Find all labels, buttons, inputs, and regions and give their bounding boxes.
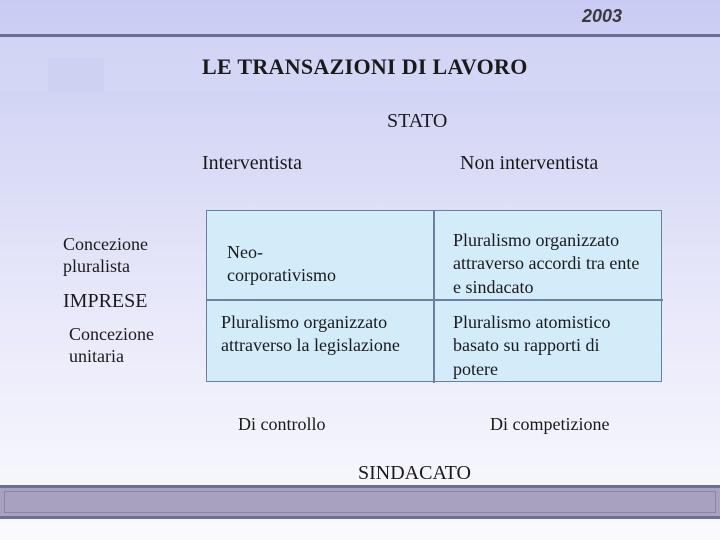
year-label: 2003	[581, 6, 622, 26]
stato-label: STATO	[387, 110, 448, 132]
imprese-unitaria-label: Concezione unitaria	[69, 324, 154, 366]
matrix-cell-text: Pluralismo organizzato attraverso accordi tra ente e sindacato	[453, 230, 640, 297]
bottom-bar	[0, 485, 720, 519]
matrix-cell-text: Pluralismo organizzato attraverso la legislazione	[221, 312, 400, 356]
bottom-bar-inner	[4, 491, 716, 513]
matrix-table	[206, 210, 662, 382]
matrix-cell-top-right	[435, 211, 663, 301]
stato-interventista-label: Interventista	[202, 152, 302, 174]
imprese-pluralista-label: Concezione pluralista	[63, 234, 148, 276]
stato-non-interventista-label: Non interventista	[460, 152, 599, 174]
imprese-label: IMPRESE	[63, 290, 148, 312]
top-divider	[0, 34, 720, 37]
matrix-cell-bottom-left	[207, 301, 435, 383]
sindacato-competizione-label: Di competizione	[490, 414, 610, 434]
slide-title: LE TRANSAZIONI DI LAVORO	[202, 54, 528, 79]
matrix-cell-text: Pluralismo atomistico basato su rapporti di potere	[453, 312, 611, 379]
matrix-cell-top-left	[207, 211, 435, 301]
sindacato-label: SINDACATO	[358, 462, 471, 484]
sindacato-controllo-label: Di controllo	[238, 414, 326, 434]
matrix-cell-bottom-right	[435, 301, 663, 383]
title-decoration	[48, 58, 104, 92]
matrix-cell-text: Neo-corporativismo	[227, 242, 336, 286]
